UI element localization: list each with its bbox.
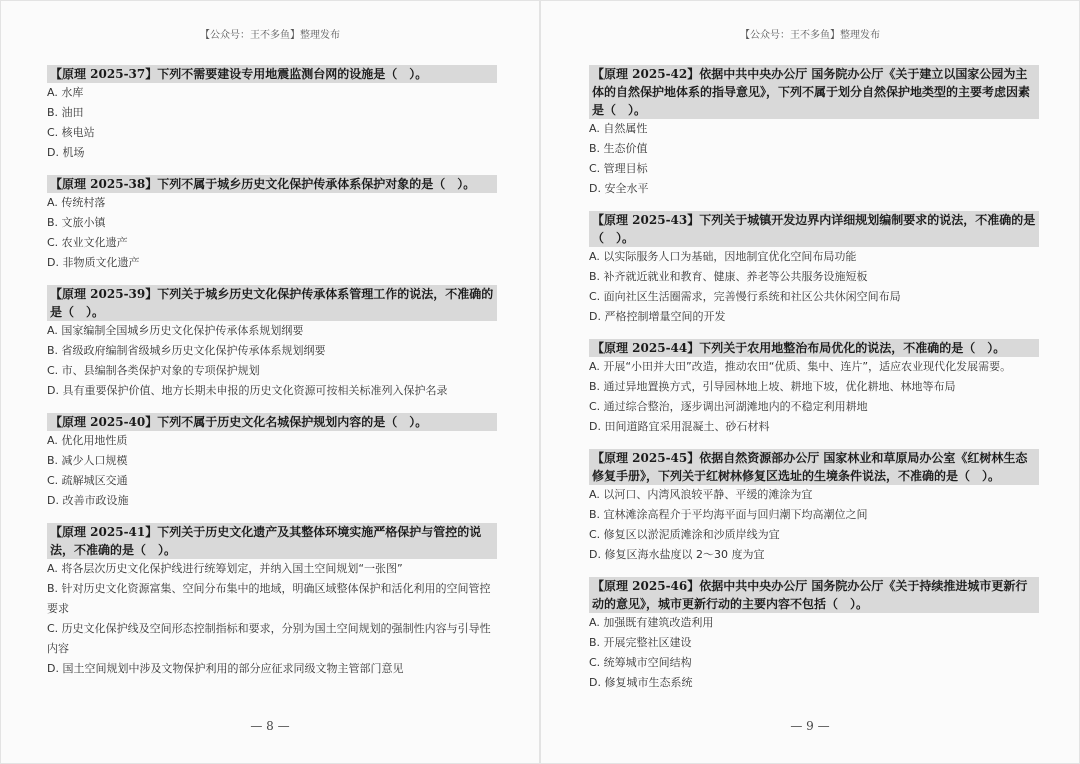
question-title: 【原理 2025-37】下列不需要建设专用地震监测台网的设施是（ ）。 bbox=[47, 65, 497, 83]
answer-option: A. 开展“小田并大田”改造，推动农田“优质、集中、连片”，适应农业现代化发展需要。 bbox=[589, 360, 1012, 373]
answer-option: C. 核电站 bbox=[47, 126, 95, 139]
answer-option: A. 以河口、内湾风浪较平静、平缓的滩涂为宜 bbox=[589, 488, 813, 501]
answer-option: C. 通过综合整治，逐步调出河湖滩地内的不稳定利用耕地 bbox=[589, 400, 868, 413]
answer-option: B. 补齐就近就业和教育、健康、养老等公共服务设施短板 bbox=[589, 270, 868, 283]
page-number: — 8 — bbox=[250, 719, 290, 733]
answer-option: D. 国土空间规划中涉及文物保护利用的部分应征求同级文物主管部门意见 bbox=[47, 662, 404, 675]
answer-option: B. 文旅小镇 bbox=[47, 216, 106, 229]
page-header: 【公众号：王不多鱼】整理发布 bbox=[200, 30, 340, 41]
question-title: 【原理 2025-42】依据中共中央办公厅 国务院办公厅《关于建立以国家公园为主体的自然保护地体系的指导意见》，下列不属于划分自然保护地类型的主要考虑因素是（ ）。 bbox=[589, 65, 1039, 119]
answer-option: C. 市、县编制各类保护对象的专项保护规划 bbox=[47, 364, 260, 377]
answer-option: C. 历史文化保护线及空间形态控制指标和要求，分别为国土空间规划的强制性内容与引导性内容 bbox=[47, 622, 491, 655]
answer-option: A. 水库 bbox=[47, 86, 84, 99]
answer-option: A. 以实际服务人口为基础，因地制宜优化空间布局功能 bbox=[589, 250, 857, 263]
answer-option: C. 修复区以淤泥质滩涂和沙质岸线为宜 bbox=[589, 528, 780, 541]
page-number: — 9 — bbox=[790, 719, 830, 733]
answer-option: D. 修复城市生态系统 bbox=[589, 676, 693, 689]
answer-option: A. 加强既有建筑改造利用 bbox=[589, 616, 714, 629]
question-block bbox=[47, 523, 497, 679]
question-block bbox=[47, 413, 497, 511]
answer-option: C. 疏解城区交通 bbox=[47, 474, 128, 487]
question-block bbox=[47, 65, 497, 163]
question-title: 【原理 2025-40】下列不属于历史文化名城保护规划内容的是（ ）。 bbox=[47, 413, 497, 431]
question-block bbox=[589, 577, 1039, 693]
answer-option: B. 通过异地置换方式，引导园林地上坡、耕地下坡，优化耕地、林地等布局 bbox=[589, 380, 956, 393]
answer-option: D. 严格控制增量空间的开发 bbox=[589, 310, 726, 323]
question-list bbox=[589, 65, 1039, 705]
answer-option: D. 改善市政设施 bbox=[47, 494, 129, 507]
answer-option: B. 油田 bbox=[47, 106, 84, 119]
answer-option: A. 优化用地性质 bbox=[47, 434, 128, 447]
question-title: 【原理 2025-41】下列关于历史文化遗产及其整体环境实施严格保护与管控的说法，不准确的是（ ）。 bbox=[47, 523, 497, 559]
answer-option: D. 具有重要保护价值、地方长期未申报的历史文化资源可按相关标准列入保护名录 bbox=[47, 384, 448, 397]
question-title: 【原理 2025-43】下列关于城镇开发边界内详细规划编制要求的说法，不准确的是（ ）。 bbox=[589, 211, 1039, 247]
right-page bbox=[540, 0, 1080, 764]
answer-option: C. 管理目标 bbox=[589, 162, 648, 175]
answer-option: B. 生态价值 bbox=[589, 142, 648, 155]
answer-option: A. 自然属性 bbox=[589, 122, 648, 135]
answer-option: C. 面向社区生活圈需求，完善慢行系统和社区公共休闲空间布局 bbox=[589, 290, 901, 303]
answer-option: B. 开展完整社区建设 bbox=[589, 636, 692, 649]
answer-option: B. 针对历史文化资源富集、空间分布集中的地域，明确区域整体保护和活化利用的空间管控要求 bbox=[47, 582, 491, 615]
question-block bbox=[589, 211, 1039, 327]
question-block bbox=[589, 339, 1039, 437]
answer-option: D. 田间道路宜采用混凝土、砂石材料 bbox=[589, 420, 770, 433]
answer-option: D. 安全水平 bbox=[589, 182, 649, 195]
answer-option: C. 农业文化遗产 bbox=[47, 236, 128, 249]
answer-option: A. 将各层次历史文化保护线进行统筹划定，并纳入国土空间规划“一张图” bbox=[47, 562, 403, 575]
answer-option: A. 国家编制全国城乡历史文化保护传承体系规划纲要 bbox=[47, 324, 304, 337]
question-block bbox=[589, 65, 1039, 199]
answer-option: B. 省级政府编制省级城乡历史文化保护传承体系规划纲要 bbox=[47, 344, 326, 357]
question-block bbox=[47, 175, 497, 273]
question-block bbox=[47, 285, 497, 401]
answer-option: B. 宜林滩涂高程介于平均海平面与回归潮下均高潮位之间 bbox=[589, 508, 868, 521]
question-title: 【原理 2025-39】下列关于城乡历史文化保护传承体系管理工作的说法，不准确的是（ ）。 bbox=[47, 285, 497, 321]
answer-option: B. 减少人口规模 bbox=[47, 454, 128, 467]
question-title: 【原理 2025-44】下列关于农用地整治布局优化的说法，不准确的是（ ）。 bbox=[589, 339, 1039, 357]
page-header: 【公众号：王不多鱼】整理发布 bbox=[740, 30, 880, 41]
answer-option: D. 非物质文化遗产 bbox=[47, 256, 140, 269]
question-title: 【原理 2025-46】依据中共中央办公厅 国务院办公厅《关于持续推进城市更新行动的意见》，城市更新行动的主要内容不包括（ ）。 bbox=[589, 577, 1039, 613]
answer-option: D. 机场 bbox=[47, 146, 85, 159]
answer-option: C. 统筹城市空间结构 bbox=[589, 656, 692, 669]
question-list bbox=[47, 65, 497, 691]
answer-option: A. 传统村落 bbox=[47, 196, 106, 209]
question-title: 【原理 2025-45】依据自然资源部办公厅 国家林业和草原局办公室《红树林生态修复手册》，下列关于红树林修复区选址的生境条件说法，不准确的是（ ）。 bbox=[589, 449, 1039, 485]
answer-option: D. 修复区海水盐度以 2～30 度为宜 bbox=[589, 548, 765, 561]
question-title: 【原理 2025-38】下列不属于城乡历史文化保护传承体系保护对象的是（ ）。 bbox=[47, 175, 497, 193]
question-block bbox=[589, 449, 1039, 565]
